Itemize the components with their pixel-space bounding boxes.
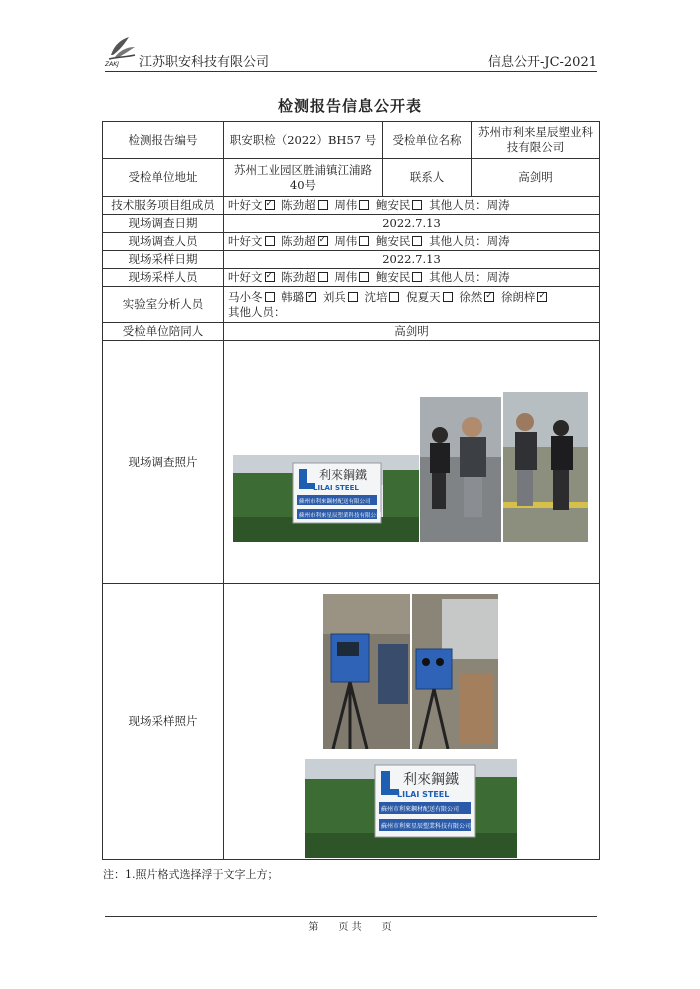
checkbox-empty-icon <box>318 200 328 210</box>
contact-label: 联系人 <box>383 159 472 197</box>
name-zhou: 周伟 <box>334 270 358 284</box>
checkbox-empty-icon <box>443 292 453 302</box>
footer-rule <box>105 916 597 917</box>
sign-brand-en: LILAI STEEL <box>397 790 450 799</box>
sample-photo-label: 现场采样照片 <box>103 584 224 860</box>
checkbox-empty-icon <box>359 236 369 246</box>
name-ye: 叶好文 <box>228 198 263 212</box>
checkbox-empty-icon <box>389 292 399 302</box>
checkbox-checked-icon <box>484 292 494 302</box>
device-photo-image <box>412 594 498 749</box>
sign-brand-en: LILAI STEEL <box>313 484 359 492</box>
sample-photo-device-2 <box>412 594 498 749</box>
checkbox-checked-icon <box>318 236 328 246</box>
name-zhou: 周伟 <box>334 198 358 212</box>
sign-line1: 蘇州市利來鋼材配送有限公司 <box>381 806 460 813</box>
company-name: 江苏职安科技有限公司 <box>139 55 270 70</box>
checkbox-empty-icon <box>412 236 422 246</box>
address-label: 受检单位地址 <box>103 159 224 197</box>
checkbox-empty-icon <box>318 272 328 282</box>
other-people: 其他人员：周涛 <box>429 198 510 212</box>
contact: 高剑明 <box>472 159 600 197</box>
name-chen: 陈劲超 <box>281 270 316 284</box>
name-han: 韩璐 <box>281 289 305 304</box>
name-shen: 沈培 <box>364 289 388 304</box>
survey-photo-label: 现场调查照片 <box>103 341 224 584</box>
other-people: 其他人员：周涛 <box>429 234 510 248</box>
address: 苏州工业园区胜浦镇江浦路40号 <box>224 159 383 197</box>
unit-name: 苏州市利来星辰塑业科技有限公司 <box>472 122 600 159</box>
checkbox-empty-icon <box>359 200 369 210</box>
lab-label: 实验室分析人员 <box>103 287 224 323</box>
survey-date-label: 现场调查日期 <box>103 215 224 233</box>
unit-name-label: 受检单位名称 <box>383 122 472 159</box>
sample-people-label: 现场采样人员 <box>103 269 224 287</box>
sample-date-label: 现场采样日期 <box>103 251 224 269</box>
survey-people <box>224 233 600 251</box>
checkbox-checked-icon <box>265 272 275 282</box>
team-label: 技术服务项目组成员 <box>103 197 224 215</box>
people-photo-image <box>420 397 501 542</box>
sign-brand-cn: 利來鋼鐵 <box>319 468 368 482</box>
checkbox-checked-icon <box>306 292 316 302</box>
sign-photo-image <box>233 455 419 542</box>
accompany: 高剑明 <box>224 323 600 341</box>
sign-brand-cn: 利來鋼鐵 <box>403 772 459 788</box>
name-ye: 叶好文 <box>228 234 263 248</box>
sample-people <box>224 269 600 287</box>
checkbox-empty-icon <box>412 200 422 210</box>
survey-date: 2022.7.13 <box>224 215 600 233</box>
name-chen: 陈劲超 <box>281 234 316 248</box>
name-ma: 马小冬 <box>228 289 263 304</box>
page-number: 第 页 共 页 <box>308 922 392 933</box>
checkbox-empty-icon <box>412 272 422 282</box>
name-ni: 倪夏天 <box>406 289 441 304</box>
report-no: 职安职检（2022）BH57 号 <box>224 122 383 159</box>
report-no-label: 检测报告编号 <box>103 122 224 159</box>
footnote: 注：1.照片格式选择浮于文字上方； <box>103 868 279 881</box>
team-members <box>224 197 600 215</box>
doc-code: 信息公开-JC-2021 <box>487 55 597 70</box>
name-bao: 鲍安民 <box>375 270 411 284</box>
name-bao: 鲍安民 <box>375 198 411 212</box>
sign-line2: 蘇州市利來星辰塑業科技有限公司 <box>299 513 382 519</box>
name-chen: 陈劲超 <box>281 198 316 212</box>
page-title: 检测报告信息公开表 <box>277 97 422 115</box>
accompany-label: 受检单位陪同人 <box>103 323 224 341</box>
survey-people-label: 现场调查人员 <box>103 233 224 251</box>
sign-line1: 蘇州市利來鋼材配送有限公司 <box>299 499 371 505</box>
name-xu: 徐然 <box>459 289 483 304</box>
checkbox-empty-icon <box>359 272 369 282</box>
device-photo-image <box>323 594 410 749</box>
other-people: 其他人员：周涛 <box>429 270 510 284</box>
survey-photo-people-2 <box>503 392 588 542</box>
survey-photo-sign <box>233 455 419 542</box>
checkbox-empty-icon <box>265 236 275 246</box>
lab-people <box>224 287 600 323</box>
name-ye: 叶好文 <box>228 270 263 284</box>
checkbox-empty-icon <box>265 292 275 302</box>
logo-text: ZAKJ <box>105 61 119 68</box>
sample-photo-sign <box>305 759 517 858</box>
name-xulang: 徐朗梓 <box>500 289 536 304</box>
name-zhou: 周伟 <box>334 234 358 248</box>
survey-photo-people-1 <box>420 397 501 542</box>
checkbox-empty-icon <box>348 292 358 302</box>
checkbox-checked-icon <box>265 200 275 210</box>
page-header <box>105 33 597 72</box>
sign-line2: 蘇州市利來星辰塑業科技有限公司 <box>381 823 472 830</box>
people-photo-image <box>503 392 588 542</box>
name-bao: 鲍安民 <box>375 234 411 248</box>
name-liu: 刘兵 <box>322 289 346 304</box>
sample-photo-device-1 <box>323 594 410 749</box>
sample-date: 2022.7.13 <box>224 251 600 269</box>
lab-other-people: 其他人员： <box>228 304 286 319</box>
sign-photo-image <box>305 759 517 858</box>
checkbox-checked-icon <box>537 292 547 302</box>
